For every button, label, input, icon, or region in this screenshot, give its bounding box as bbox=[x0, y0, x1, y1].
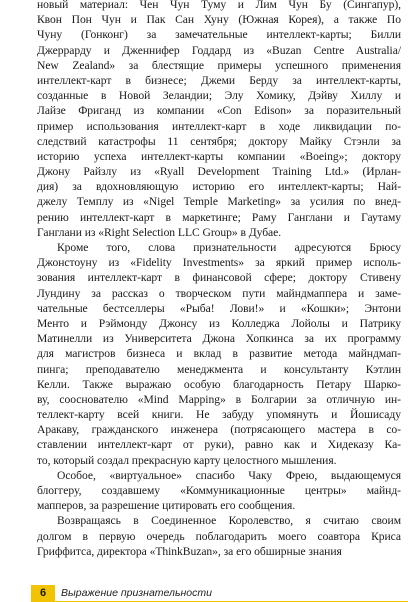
text-line: новый материал: Чен Чун Туму и Лим Чун Бу (Сингапур), bbox=[37, 0, 401, 11]
text-line: следствий катастрофы 11 сентября; доктору Майку Стэнли за bbox=[37, 134, 401, 148]
text-line: пример использования интеллект-карт в ходе ликвидации по- bbox=[37, 119, 401, 133]
text-line: Квон Пон Чун и Пак Сан Хуну (Южная Корея), а также По bbox=[37, 13, 401, 27]
text-line: пинга; преподавателю менеджмента и консультанту Кэтлин bbox=[37, 362, 401, 376]
paragraph bbox=[37, 0, 401, 240]
text-line: Особое, «виртуальное» спасибо Чаку Фрею, выдающемуся bbox=[57, 468, 401, 482]
text-line: интеллект-карт в бизнесе; Джеми Берду за интеллект-карты, bbox=[37, 73, 401, 87]
paragraph bbox=[37, 240, 401, 468]
text-line: Менто и Рэймонду Джонсу из Колледжа Лойолы и Патрику bbox=[37, 316, 401, 330]
text-line: ставлении интеллект-карт от руки), равно как и Хидеказу Ка- bbox=[37, 438, 401, 452]
text-line: Джону Райзлу из «Ryall Development Training Ltd.» (Ирлан- bbox=[37, 165, 401, 179]
body-text bbox=[37, 0, 401, 559]
text-line: рению интеллект-карт в маркетинге; Раму Ганглани и Гаутаму bbox=[37, 210, 401, 224]
text-line: то, который создал прекрасную карту целостного мышления. bbox=[37, 453, 337, 467]
text-line: Чуну (Гонконг) за замечательные интеллект-карты; Билли bbox=[37, 28, 401, 42]
text-line: Аракаву, гражданского инженера (потрясающего мастера в со- bbox=[37, 423, 401, 437]
text-line: блоггеру, создавшему «Коммуникационные центры» майнд- bbox=[37, 484, 401, 497]
text-line: мапперов, за разрешение цитировать его сообщения. bbox=[37, 499, 296, 513]
text-line: историю успеха интеллект-карты компании «Boeing»; доктору bbox=[37, 149, 401, 163]
text-line: Возвращаясь в Соединенное Королевство, я считаю своим bbox=[57, 514, 401, 528]
text-line: Лундину за рассказ о творческом пути майндмаппера и заме- bbox=[37, 286, 401, 300]
text-line: для магистров бизнеса и вклад в развитие метода майндмап- bbox=[37, 347, 401, 361]
text-line: Кроме того, слова признательности адресуются Брюсу bbox=[57, 241, 401, 254]
page-number: 6 bbox=[31, 585, 55, 602]
text-line: New Zealand» за блестящие примеры успешного применения bbox=[37, 58, 401, 72]
text-line: ву, сооснователю «Mind Mapping» в Болгарии за отличную ин- bbox=[37, 392, 401, 406]
text-line: Джонстоуну из «Fidelity Investments» за яркий пример исполь- bbox=[37, 256, 401, 270]
text-line: Джеррарду и Дженнифер Годдард из «Buzan Centre Australia/ bbox=[37, 43, 401, 57]
running-title: Выражение признательности bbox=[61, 587, 212, 599]
text-line: Матинелли из Университета Джона Хопкинса за их программу bbox=[37, 332, 401, 346]
text-line: Гриффитса, директора «ThinkBuzan», за его обширные знания bbox=[37, 544, 342, 558]
paragraph bbox=[37, 468, 401, 514]
text-line: Лайзе Фриганд из компании «Con Edison» за поразительный bbox=[37, 104, 401, 118]
text-line: Келли. Также выражаю особую благодарность Петару Шарко- bbox=[37, 377, 401, 391]
text-line: созданные в Новой Зеландии; Элу Хомику, Дэйву Хиллу и bbox=[37, 89, 401, 103]
text-line: долгом в первую очередь поблагодарить моего соавтора Криса bbox=[37, 529, 401, 543]
text-line: теллект-карту всей книги. Не забуду упомянуть и Йошисаду bbox=[37, 408, 401, 422]
text-line: Ганглани из «Right Selection LLC Group» в Дубае. bbox=[37, 225, 282, 239]
text-line: зования интеллект-карт в финансовой сфере; доктору Стивену bbox=[37, 271, 401, 285]
text-line: дия) за вдохновляющую историю его интеллект-карты; Най- bbox=[37, 180, 401, 194]
text-line: джелу Темплу из «Nigel Temple Marketing» за усилия по внед- bbox=[37, 195, 401, 209]
page-footer bbox=[0, 585, 408, 602]
paragraph bbox=[37, 513, 401, 559]
text-line: чательные бестселлеры «Рыба! Лови!» и «Кошки»; Энтони bbox=[37, 301, 401, 315]
